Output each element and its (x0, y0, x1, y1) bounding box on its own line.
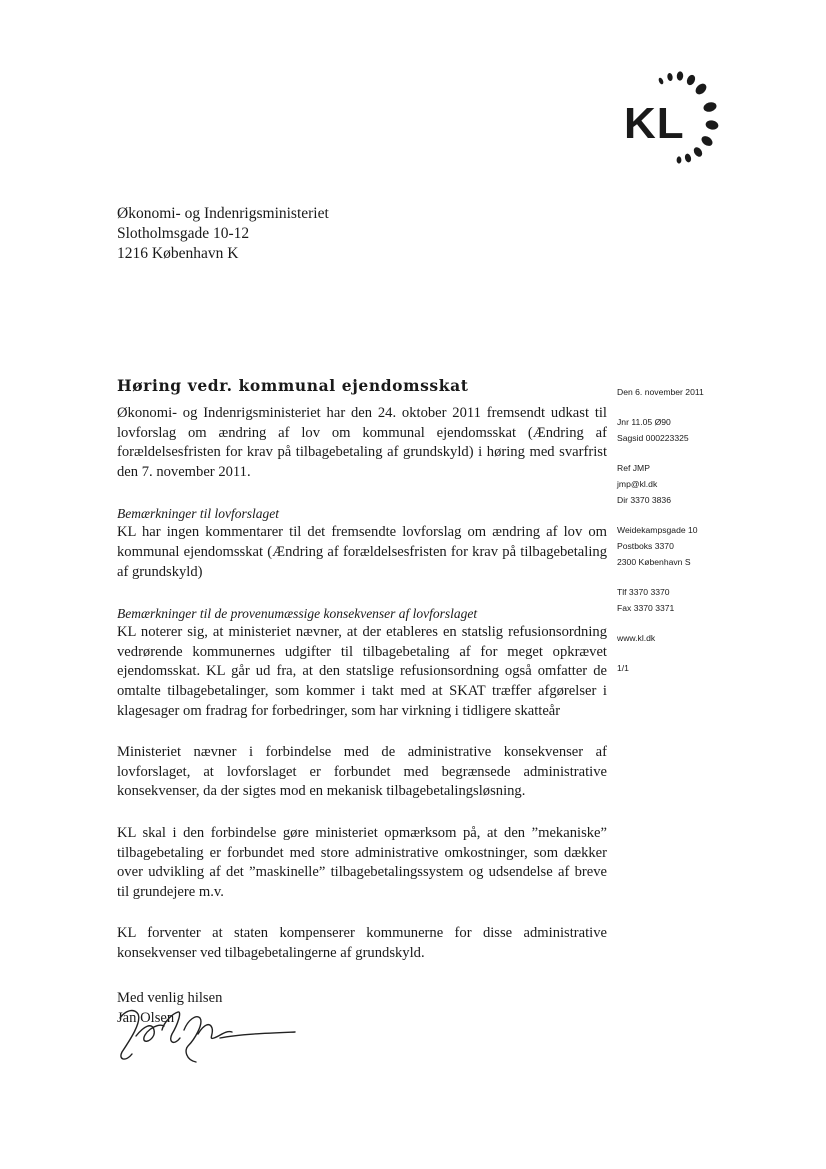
page-number: 1/1 (617, 663, 629, 673)
handwritten-signature (100, 1000, 300, 1072)
recipient-line-1: Økonomi- og Indenrigsministeriet (117, 205, 329, 222)
sender-info-sidebar (617, 384, 747, 690)
intro-paragraph: Økonomi- og Indenrigsministeriet har den 24. oktober 2011 fremsendt udkast til lovforslag om ændring af lov om kommunal ejendomsskat (Ændring af forældelsesfristen for krav på tilbagebetaling af grundskyld) i høring med svarfrist den 7. november 2011. (117, 405, 607, 480)
contact-email: jmp@kl.dk (617, 479, 658, 489)
recipient-line-3: 1216 København K (117, 245, 239, 262)
kl-logo (618, 68, 728, 168)
closing-greeting: Med venlig hilsen (117, 990, 223, 1007)
letter-body (117, 376, 607, 1029)
admin-costs-paragraph: KL skal i den forbindelse gøre ministeriet opmærksom på, at den ”mekaniske” tilbagebetaling er forbundet med store administrative omkostninger, som dækker over udvikling af det ”maskinelle” tilbagebetalingssystem og udsendelse af breve til grundejere m.v. (117, 824, 607, 900)
letter-date: Den 6. november 2011 (617, 387, 704, 397)
signer-name: Jan Olsen (117, 1010, 175, 1027)
sender-postbox: Postboks 3370 (617, 541, 674, 551)
phone-number: Tlf 3370 3370 (617, 587, 670, 597)
letter-title: Høring vedr. kommunal ejendomsskat (117, 376, 469, 395)
logo-text: KL (624, 99, 685, 148)
fax-number: Fax 3370 3371 (617, 603, 675, 613)
bill-comments-paragraph: KL har ingen kommentarer til det fremsendte lovforslag om ændring af lov om kommunal ejendomsskat (Ændring af forældelsesfristen for krav på tilbagebetaling af grundskyld) (117, 524, 607, 580)
website: www.kl.dk (617, 633, 656, 643)
journal-number: Jnr 11.05 Ø90 (617, 417, 671, 427)
revenue-paragraph: KL noterer sig, at ministeriet nævner, at der etableres en statslig refusionsordning vedrørende kommunernes udgifter til tilbagebetaling af for meget opkrævet ejendomsskat. KL går ud fra, at den statslige refusionsordning også omfatter de omtalte tilbagebetalinger, som kommer i takt med at SKAT træffer afgørelser i klagesager om fradrag for forbedringer, som har virkning i tidligere skatteår (117, 624, 607, 719)
sender-street: Weidekampsgade 10 (617, 525, 698, 535)
case-id: Sagsid 000223325 (617, 433, 689, 443)
recipient-address (117, 204, 329, 264)
reference: Ref JMP (617, 463, 650, 473)
compensation-paragraph: KL forventer at staten kompenserer kommunerne for disse administrative konsekvenser ved tilbagebetalingerne af grundskyld. (117, 925, 607, 961)
direct-phone: Dir 3370 3836 (617, 495, 671, 505)
recipient-line-2: Slotholmsgade 10-12 (117, 225, 250, 242)
admin-consequences-paragraph: Ministeriet nævner i forbindelse med de administrative konsekvenser af lovforslaget, at lovforslaget er forbundet med begrænsede administrative konsekvenser, da der sigtes mod en mekanisk tilbagebetalingsløsning. (117, 744, 607, 800)
section-heading-revenue: Bemærkninger til de provenumæssige konsekvenser af lovforslaget (117, 606, 478, 622)
section-heading-bill: Bemærkninger til lovforslaget (117, 506, 279, 522)
sender-city: 2300 København S (617, 557, 691, 567)
